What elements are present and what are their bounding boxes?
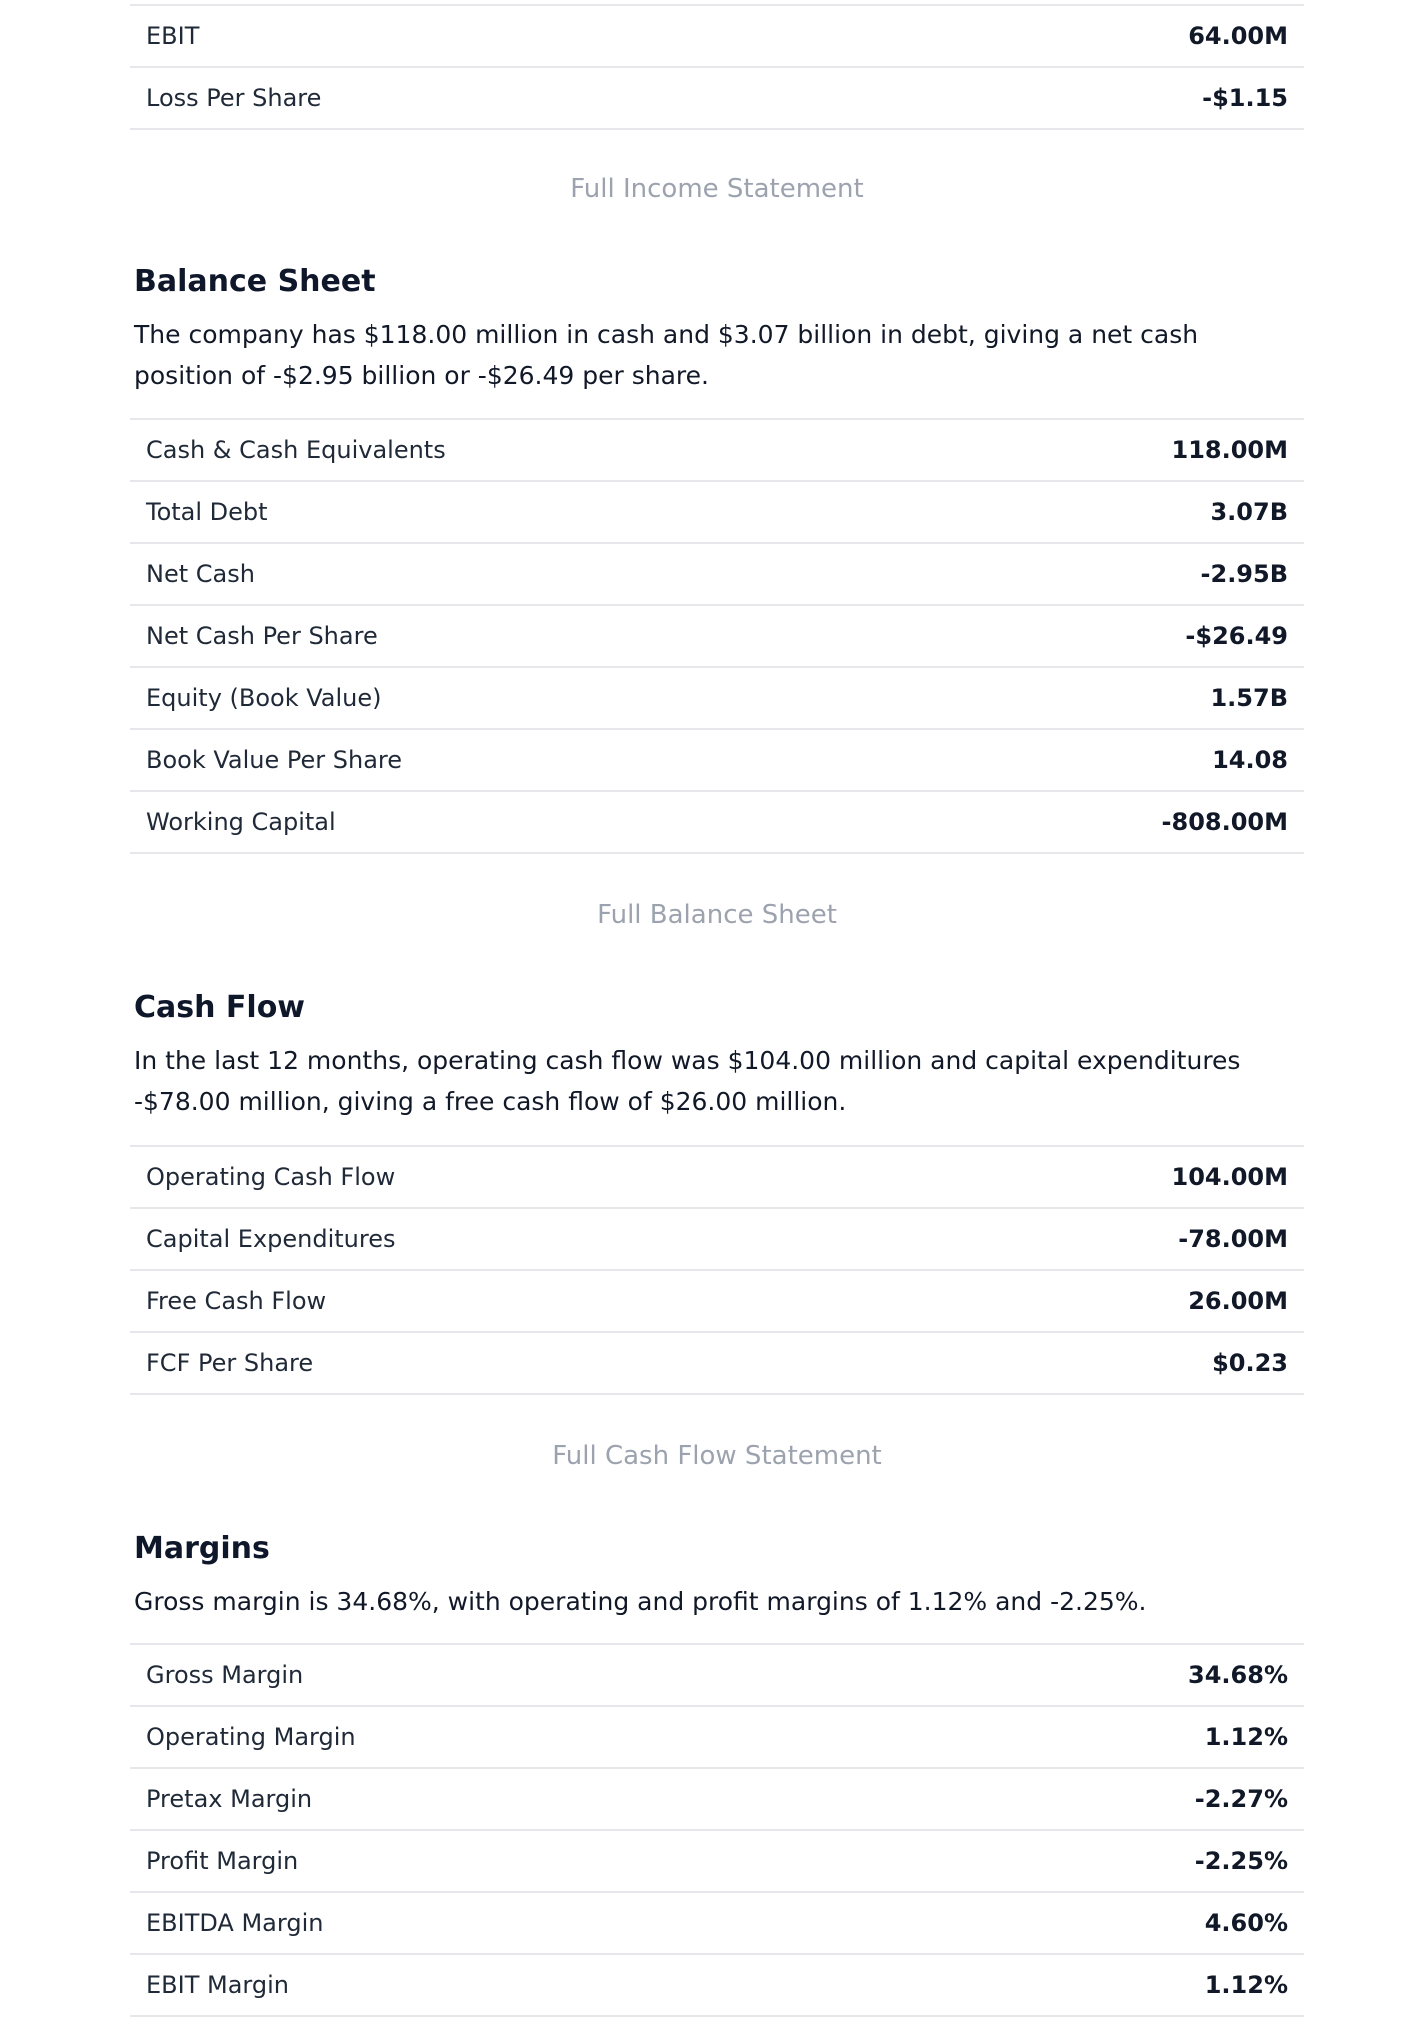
row-label: EBIT (146, 22, 200, 50)
balance-sheet-heading: Balance Sheet (134, 264, 376, 299)
table-row (130, 1208, 1304, 1270)
full-income-statement-link[interactable]: Full Income Statement (570, 174, 864, 204)
row-label: Cash & Cash Equivalents (146, 436, 446, 464)
row-label: Equity (Book Value) (146, 684, 382, 712)
row-value: 118.00M (1171, 436, 1288, 464)
row-value: 14.08 (1212, 746, 1288, 774)
table-row (130, 1830, 1304, 1892)
row-label: Net Cash (146, 560, 255, 588)
income-statement-table (130, 4, 1304, 130)
cash-flow-table (130, 1145, 1304, 1395)
margins-table (130, 1643, 1304, 2017)
row-value: -78.00M (1178, 1225, 1288, 1253)
table-row (130, 1146, 1304, 1208)
table-row (130, 419, 1304, 481)
table-row (130, 1954, 1304, 2016)
full-balance-sheet-link[interactable]: Full Balance Sheet (597, 900, 837, 930)
balance-sheet-table (130, 418, 1304, 854)
margins-description: Gross margin is 34.68%, with operating and profit margins of 1.12% and -2.25%. (134, 1587, 1147, 1616)
table-row (130, 729, 1304, 791)
full-cash-flow-statement-link[interactable]: Full Cash Flow Statement (552, 1441, 882, 1471)
row-value: $0.23 (1212, 1349, 1288, 1377)
row-label: Net Cash Per Share (146, 622, 378, 650)
row-label: Pretax Margin (146, 1785, 313, 1813)
table-row (130, 67, 1304, 129)
row-value: -$26.49 (1185, 622, 1288, 650)
table-row (130, 791, 1304, 853)
row-label: Free Cash Flow (146, 1287, 327, 1315)
row-value: -2.95B (1200, 560, 1288, 588)
row-value: -808.00M (1161, 808, 1288, 836)
row-value: 64.00M (1188, 22, 1288, 50)
row-value: 1.57B (1210, 684, 1288, 712)
row-label: Working Capital (146, 808, 336, 836)
row-label: Profit Margin (146, 1847, 299, 1875)
row-label: Capital Expenditures (146, 1225, 396, 1253)
row-value: 3.07B (1210, 498, 1288, 526)
table-row (130, 1768, 1304, 1830)
table-row (130, 1270, 1304, 1332)
row-label: Book Value Per Share (146, 746, 403, 774)
table-row (130, 1332, 1304, 1394)
row-value: -2.27% (1194, 1785, 1288, 1813)
row-label: Total Debt (146, 498, 268, 526)
table-row (130, 1706, 1304, 1768)
row-label: EBIT Margin (146, 1971, 289, 1999)
balance-sheet-description: The company has $118.00 million in cash and $3.07 billion in debt, giving a net cash position of -$2.95 billion or -$26.49 per share. (134, 320, 1199, 390)
row-value: -$1.15 (1202, 84, 1288, 112)
cash-flow-description: In the last 12 months, operating cash flow was $104.00 million and capital expenditures -$78.00 million, giving a free cash flow of $26.00 million. (134, 1046, 1241, 1116)
margins-heading: Margins (134, 1531, 270, 1566)
table-row (130, 543, 1304, 605)
row-label: EBITDA Margin (146, 1909, 324, 1937)
row-value: 1.12% (1204, 1971, 1288, 1999)
row-value: -2.25% (1194, 1847, 1288, 1875)
row-label: Operating Margin (146, 1723, 356, 1751)
cash-flow-heading: Cash Flow (134, 990, 306, 1025)
row-value: 1.12% (1204, 1723, 1288, 1751)
row-value: 34.68% (1188, 1661, 1288, 1689)
table-row (130, 5, 1304, 67)
row-label: FCF Per Share (146, 1349, 314, 1377)
row-label: Loss Per Share (146, 84, 322, 112)
table-row (130, 1892, 1304, 1954)
table-row (130, 667, 1304, 729)
row-label: Gross Margin (146, 1661, 304, 1689)
row-value: 26.00M (1188, 1287, 1288, 1315)
row-value: 4.60% (1204, 1909, 1288, 1937)
table-row (130, 1644, 1304, 1706)
row-value: 104.00M (1171, 1163, 1288, 1191)
row-label: Operating Cash Flow (146, 1163, 396, 1191)
table-row (130, 605, 1304, 667)
table-row (130, 481, 1304, 543)
